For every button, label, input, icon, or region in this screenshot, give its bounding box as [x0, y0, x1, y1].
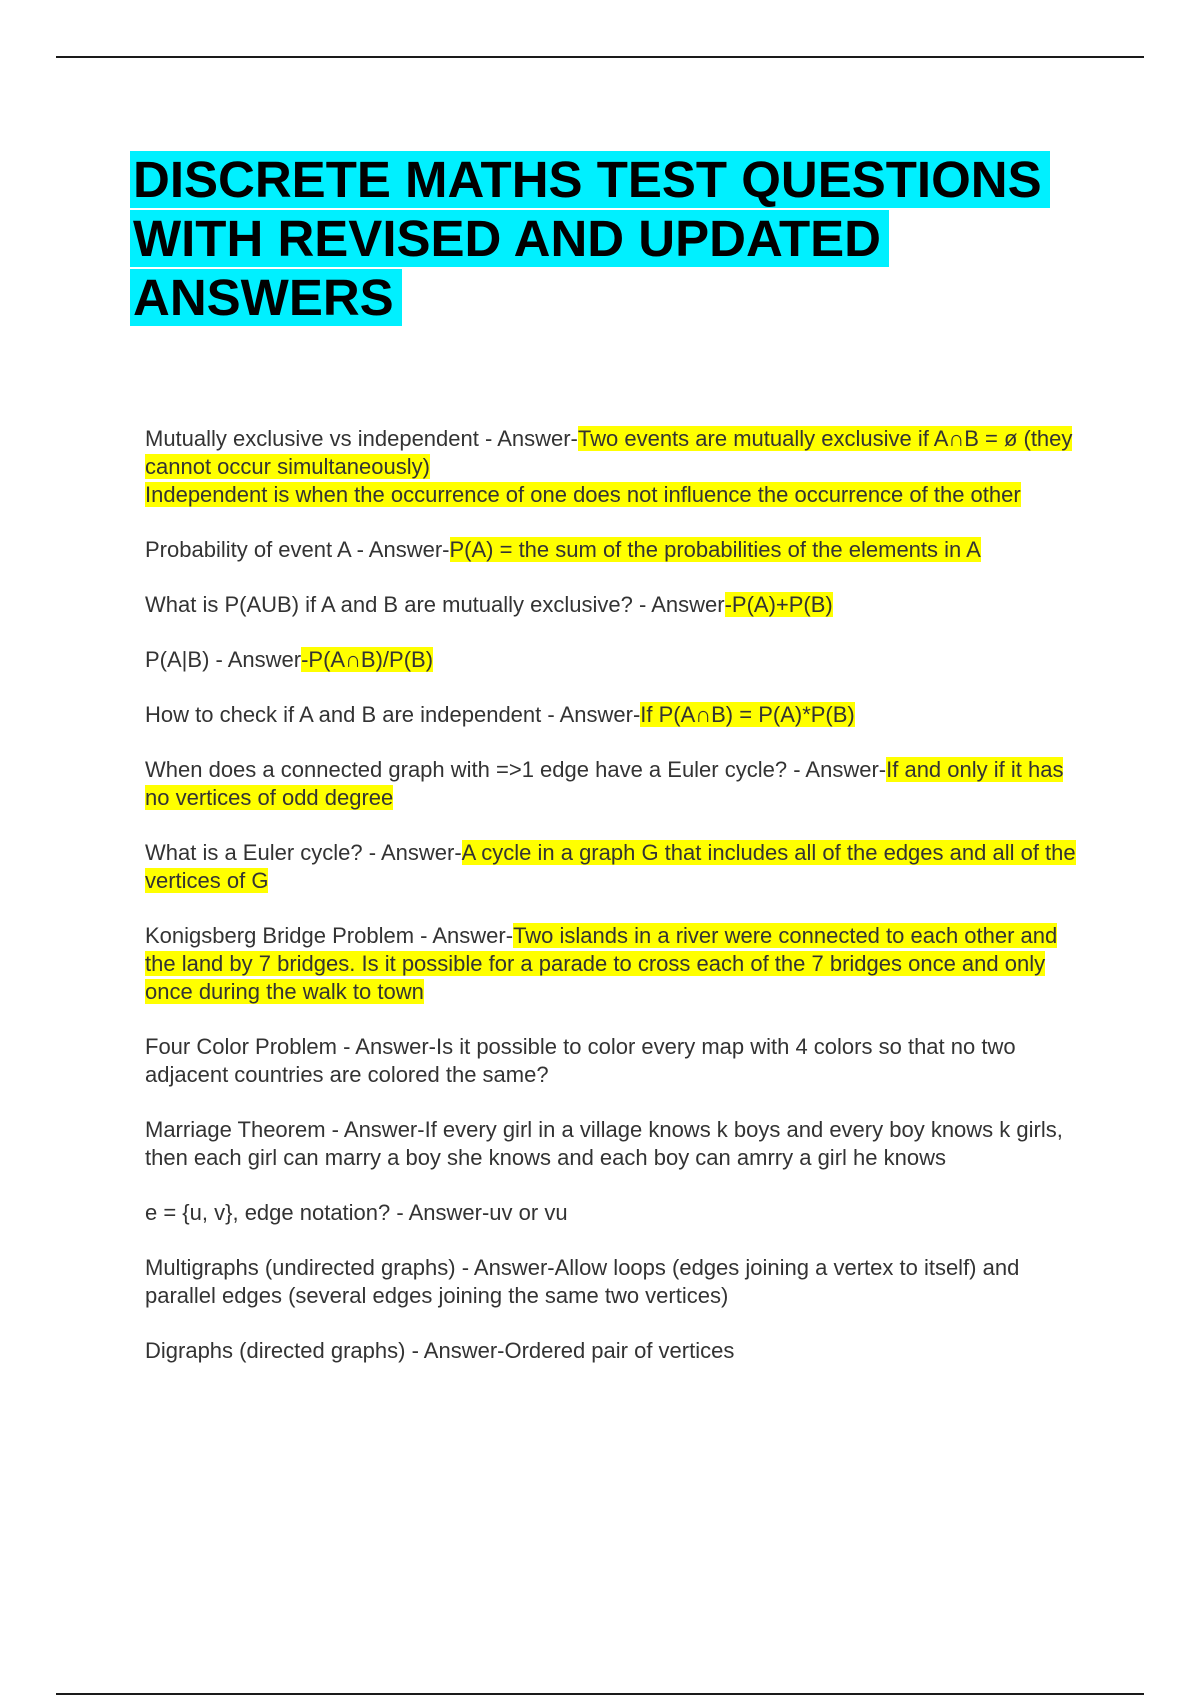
page-title	[130, 150, 1130, 327]
qa-question: Konigsberg Bridge Problem - Answer-	[145, 923, 514, 948]
qa-question: Mutually exclusive vs independent - Answer-	[145, 426, 578, 451]
qa-answer: If every girl in a village knows k boys and every boy knows k girls, then each girl can marry a boy she knows and each boy can amrry a girl he knows	[145, 1117, 1063, 1170]
qa-item	[145, 839, 1090, 895]
qa-item	[145, 1337, 1090, 1365]
qa-answer: uv or vu	[489, 1200, 568, 1225]
qa-question: Digraphs (directed graphs) - Answer-	[145, 1338, 505, 1363]
qa-item	[145, 1199, 1090, 1227]
qa-answer: A cycle in a graph G that includes all of the edges and all of the vertices of G	[145, 840, 1076, 893]
qa-question: How to check if A and B are independent - Answer-	[145, 702, 641, 727]
qa-question: Probability of event A - Answer-	[145, 537, 450, 562]
qa-answer: If P(A∩B) = P(A)*P(B)	[640, 702, 855, 727]
bottom-rule	[56, 1693, 1144, 1695]
qa-answer: -P(A)+P(B)	[724, 592, 833, 617]
qa-answer: Two events are mutually exclusive if A∩B = ø (they cannot occur simultaneously) Independent is when the occurrence of one does not influence the occurrence of the other	[145, 426, 1073, 507]
qa-question: e = {u, v}, edge notation? - Answer-	[145, 1200, 490, 1225]
qa-answer: Ordered pair of vertices	[504, 1338, 735, 1363]
qa-answer: Allow loops (edges joining a vertex to itself) and parallel edges (several edges joining the same two vertices)	[145, 1255, 1020, 1308]
qa-answer: If and only if it has no vertices of odd degree	[145, 757, 1064, 810]
qa-item	[145, 646, 1090, 674]
qa-answer: Two islands in a river were connected to each other and the land by 7 bridges. Is it possible for a parade to cross each of the 7 bridges once and only once during the walk to town	[145, 923, 1058, 1004]
qa-answer: -P(A∩B)/P(B)	[301, 647, 434, 672]
qa-item	[145, 1033, 1090, 1089]
qa-answer: Is it possible to color every map with 4 colors so that no two adjacent countries are colored the same?	[145, 1034, 1016, 1087]
qa-item	[145, 922, 1090, 1006]
qa-item	[145, 756, 1090, 812]
qa-item	[145, 1254, 1090, 1310]
page-title-text: DISCRETE MATHS TEST QUESTIONS WITH REVISED AND UPDATED ANSWERS	[130, 151, 1050, 326]
qa-item	[145, 701, 1090, 729]
qa-question: Four Color Problem - Answer-	[145, 1034, 436, 1059]
qa-item	[145, 425, 1090, 509]
qa-question: When does a connected graph with =>1 edge have a Euler cycle? - Answer-	[145, 757, 887, 782]
qa-question: Marriage Theorem - Answer-	[145, 1117, 425, 1142]
qa-question: What is P(AUB) if A and B are mutually exclusive? - Answer	[145, 592, 725, 617]
qa-item	[145, 591, 1090, 619]
qa-question: P(A|B) - Answer	[145, 647, 302, 672]
qa-question: What is a Euler cycle? - Answer-	[145, 840, 462, 865]
qa-answer: P(A) = the sum of the probabilities of the elements in A	[449, 537, 981, 562]
qa-list	[145, 425, 1090, 1392]
qa-item	[145, 536, 1090, 564]
qa-question: Multigraphs (undirected graphs) - Answer-	[145, 1255, 555, 1280]
qa-item	[145, 1116, 1090, 1172]
top-rule	[56, 56, 1144, 58]
